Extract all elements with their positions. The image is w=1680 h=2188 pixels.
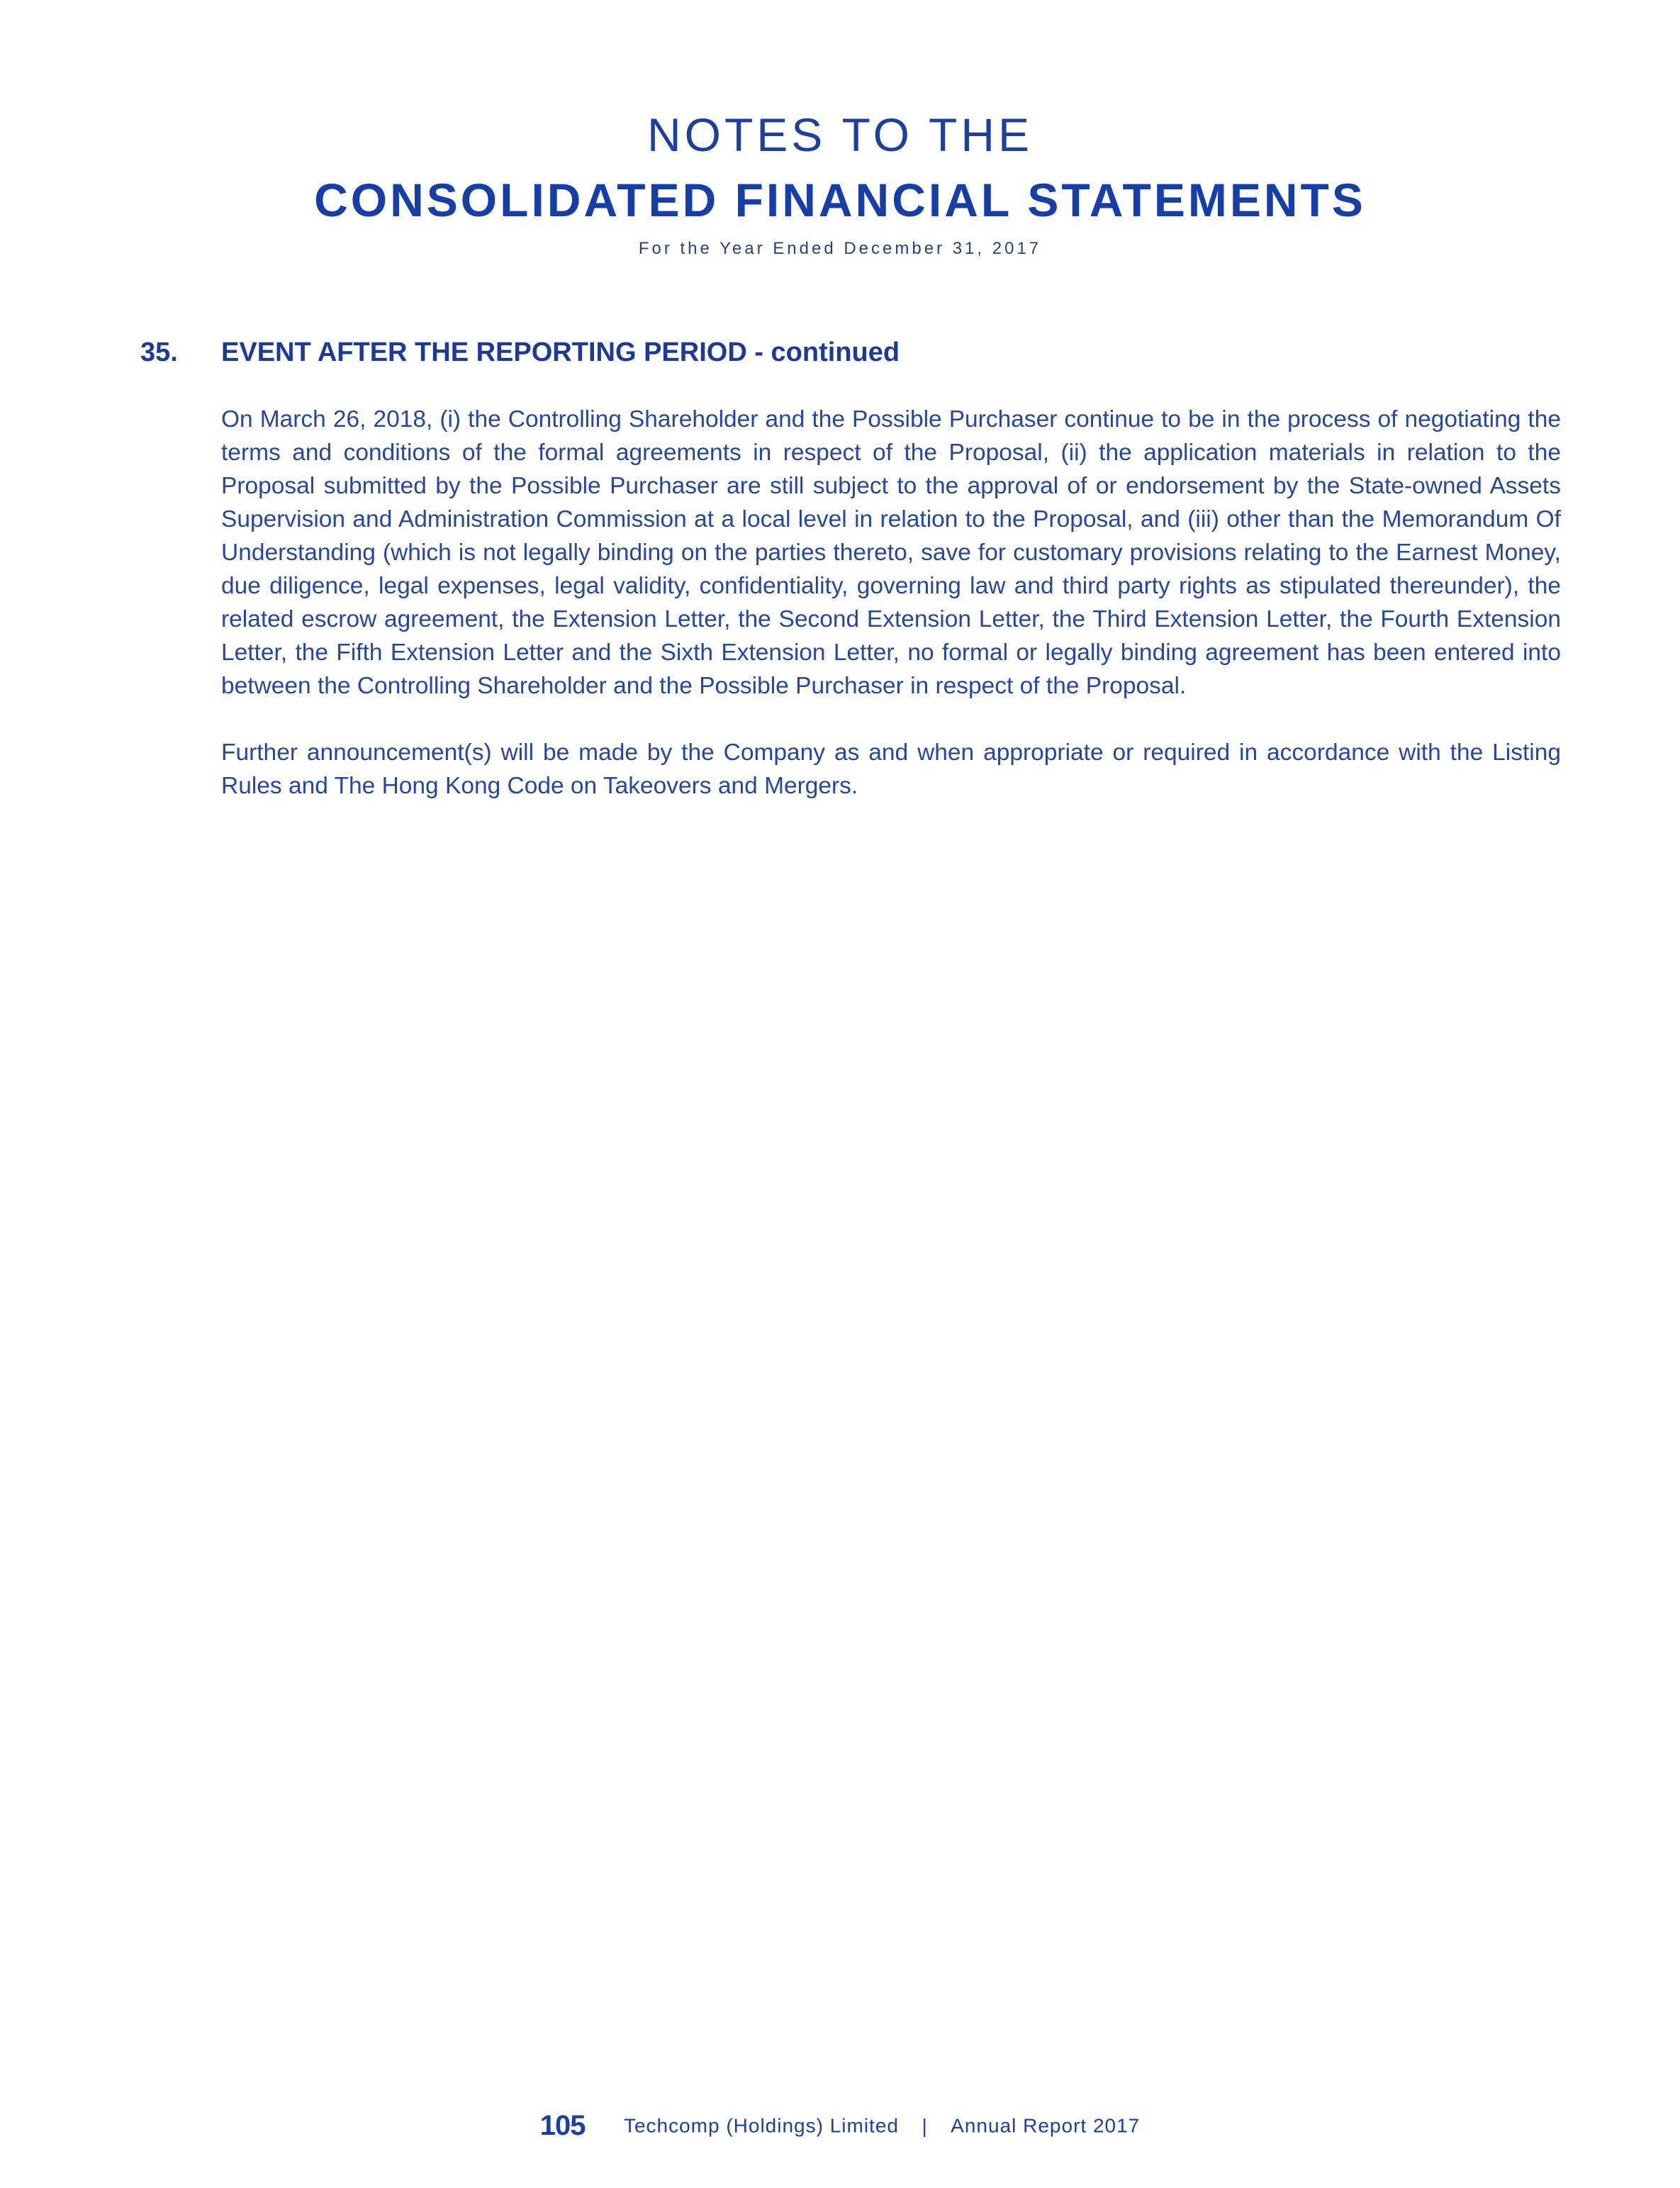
footer-report-title: Annual Report 2017: [951, 2114, 1141, 2137]
page-number: 105: [539, 2110, 586, 2141]
section-heading: [140, 335, 1558, 370]
body-paragraph-2: Further announcement(s) will be made by the Company as and when appropriate or required in accordance with the Listing Rules and The Hong Kong Code on Takeovers and Mergers.: [221, 739, 1561, 799]
footer-company-name: Techcomp (Holdings) Limited: [623, 2114, 899, 2137]
footer-separator: |: [922, 2114, 928, 2137]
page-subtitle: For the Year Ended December 31, 2017: [638, 239, 1042, 258]
body-paragraph-1: On March 26, 2018, (i) the Controlling Shareholder and the Possible Purchaser continue to be in the process of negotiating the terms and conditions of the formal agreements in respect of the Proposal, (ii) the application materials in relation to the Proposal submitted by the Possible Purchaser are still subject to the approval of or endorsement by the State-owned Assets Supervision and Administration Commission at a local level in relation to the Proposal, and (iii) other than the Memorandum Of Understanding (which is not legally binding on the parties thereto, save for customary provisions relating to the Earnest Money, due diligence, legal expenses, legal validity, confidentiality, governing law and third party rights as stipulated thereunder), the related escrow agreement, the Extension Letter, the Second Extension Letter, the Third Extension Letter, the Fourth Extension Letter, the Fifth Extension Letter and the Sixth Extension Letter, no formal or legally binding agreement has been entered into between the Controlling Shareholder and the Possible Purchaser in respect of the Proposal.: [221, 406, 1561, 699]
page-title-line-1: NOTES TO THE: [646, 108, 1034, 161]
page-title-line-2: CONSOLIDATED FINANCIAL STATEMENTS: [314, 174, 1366, 226]
section-body: [221, 403, 1561, 836]
section-number: 35.: [140, 337, 178, 367]
page-footer: [0, 2110, 1680, 2142]
section-title: EVENT AFTER THE REPORTING PERIOD - continued: [221, 337, 900, 367]
page-header: [0, 106, 1680, 259]
